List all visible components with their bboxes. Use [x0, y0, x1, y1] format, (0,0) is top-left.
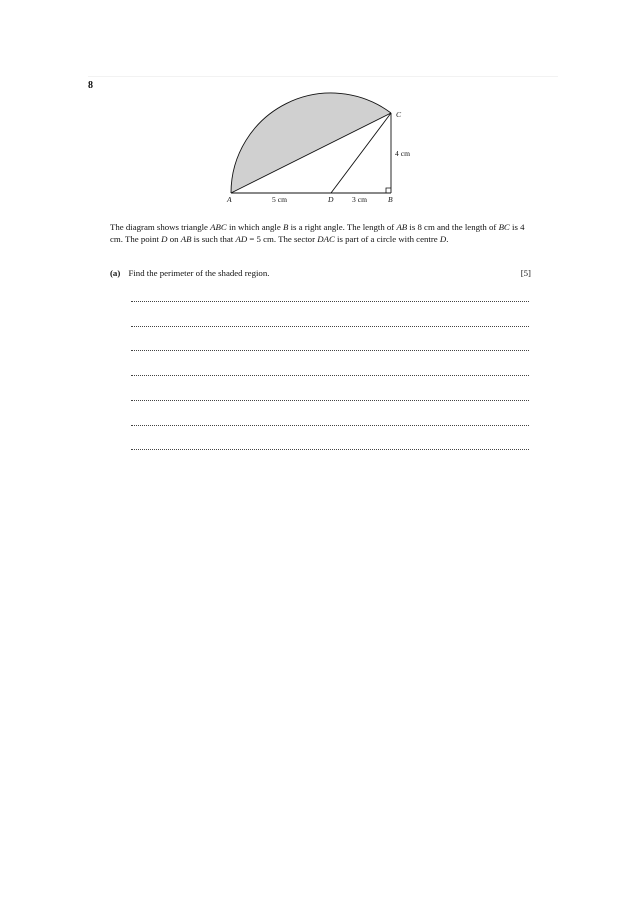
- label-db-length: 3 cm: [352, 195, 367, 204]
- answer-line[interactable]: [131, 400, 529, 401]
- question-stem: [110, 222, 535, 245]
- part-a-marks: [5]: [520, 268, 531, 278]
- label-d: D: [328, 195, 334, 204]
- question-number: 8: [88, 80, 93, 91]
- stem-text: in which angle: [226, 222, 283, 232]
- stem-text: on: [167, 233, 181, 244]
- stem-text: is part of a circle with centre: [334, 233, 440, 244]
- stem-text: = 5 cm. The sector: [247, 233, 318, 244]
- stem-text: .: [446, 233, 449, 244]
- answer-line[interactable]: [131, 425, 529, 426]
- stem-point-b: B: [283, 222, 289, 232]
- part-a-label: (a): [110, 268, 121, 278]
- stem-text: The diagram shows triangle: [110, 222, 211, 232]
- stem-sector-dac: DAC: [317, 233, 335, 244]
- stem-segment-ab: AB: [180, 233, 192, 244]
- answer-line[interactable]: [131, 375, 529, 376]
- stem-text: is 8 cm and the length of: [407, 222, 499, 232]
- shaded-segment: [231, 93, 391, 193]
- stem-point-d: D: [439, 233, 447, 244]
- label-b: B: [388, 195, 393, 204]
- part-a-prompt: Find the perimeter of the shaded region.: [128, 268, 270, 278]
- stem-text: is 4 cm. The point: [110, 222, 525, 244]
- answer-line[interactable]: [131, 350, 529, 351]
- stem-text: is a right angle. The length of: [288, 222, 397, 232]
- part-a: [110, 268, 533, 279]
- label-c: C: [396, 110, 402, 119]
- right-angle-marker: [386, 188, 391, 193]
- answer-line[interactable]: [131, 449, 529, 450]
- label-bc-length: 4 cm: [395, 149, 410, 158]
- stem-segment-ad: AD: [235, 233, 248, 244]
- stem-triangle-abc: ABC: [210, 222, 227, 232]
- answer-line[interactable]: [131, 301, 529, 302]
- stem-segment-bc: BC: [498, 222, 510, 232]
- stem-point-d: D: [161, 233, 168, 244]
- label-a: A: [227, 195, 232, 204]
- stem-segment-ab: AB: [396, 222, 408, 232]
- answer-line[interactable]: [131, 326, 529, 327]
- label-ad-length: 5 cm: [272, 195, 287, 204]
- stem-text: is such that: [191, 233, 236, 244]
